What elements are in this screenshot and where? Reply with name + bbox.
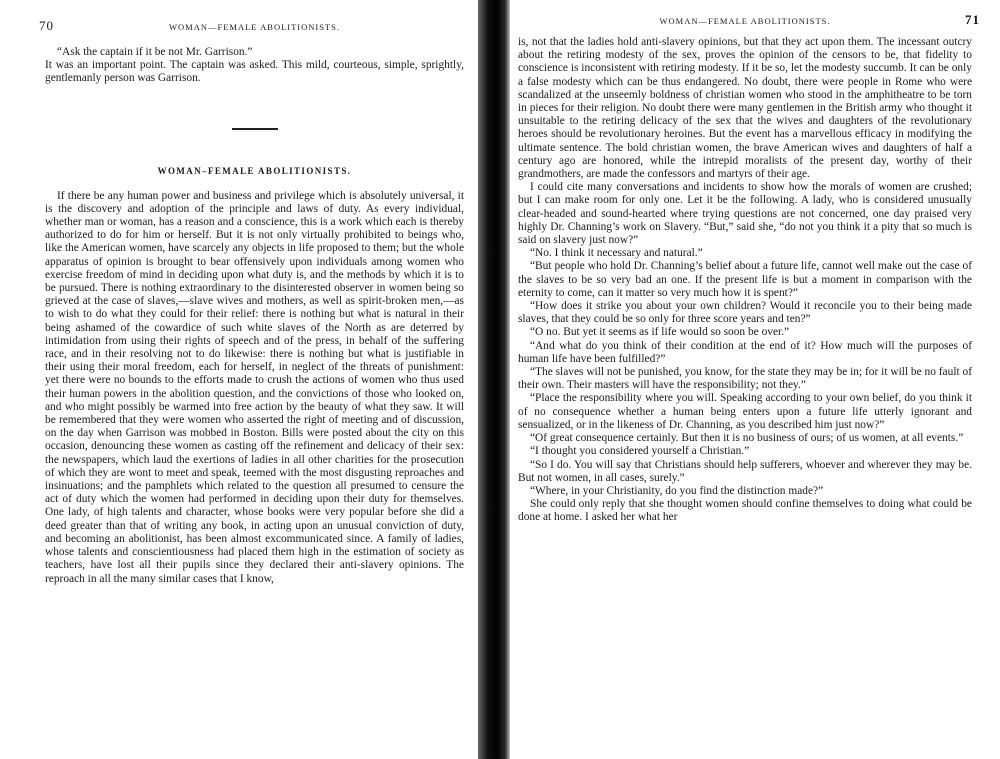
left-top-text: [45, 46, 464, 86]
right-page-number: 71: [965, 12, 980, 27]
right-paragraph: “But people who hold Dr. Channing’s belief about a future life, cannot well make out the case of the slaves to be so very bad an one. If the present life is but a moment in comparison with the eternity to come, can it matter so very much how it is spent?”: [518, 260, 972, 299]
right-paragraph: “Of great consequence certainly. But then it is no business of ours; of us women, at all events.”: [530, 432, 964, 445]
left-running-head: [39, 18, 464, 38]
section-title: WOMAN–FEMALE ABOLITIONISTS.: [157, 165, 352, 176]
garrison-line: It was an important point. The captain was asked. This mild, courteous, simple, sprightly, gentlemanly person was Garrison.: [45, 59, 464, 85]
right-running-title: WOMAN—FEMALE ABOLITIONISTS.: [659, 16, 831, 26]
section-divider: [232, 128, 278, 130]
right-paragraph: “I thought you considered yourself a Christian.”: [530, 445, 750, 458]
left-page-number: 70: [39, 18, 54, 33]
right-page: [510, 0, 1000, 759]
right-paragraph: I could cite many conversations and incidents to show how the morals of women are crushed; but I can make room for only one. Let it be the following. A lady, who is considered unusually clear-headed and sound-hearted where trying questions are not concerned, one day praised very highly Dr. Channing’s work on Slavery. “But,” said she, “do not you think it a pity that so much is said on slavery just now?”: [518, 181, 972, 247]
right-paragraph: is, not that the ladies hold anti-slavery opinions, but that they act upon them. The incessant outcry about the retiring modesty of the sex, proves the opinion of the censors to be, that fidelity to conscience is inconsistent with retiring modesty. If it be so, let the modesty succumb. It can be only a false modesty which can be thus endangered. No doubt, there were people in Rome who were scandalized at the unseemly boldness of christian women who stood in the amphitheatre to be torn in pieces for their religion. No doubt there were many gentlemen in the British army who thought it unsuitable to the retiring delicacy of the sex that the wives and daughters of the revolutionary heroes should be revolutionary heroines. But the event has a marvellous efficacy in modifying the ultimate sentence. The bold christian women, the brave American wives and daughters of half a century ago are honored, while the intrepid moralists of the present day, worthy of their grandmothers, are made the confessors and martyrs of their age.: [518, 36, 972, 181]
left-running-title: WOMAN—FEMALE ABOLITIONISTS.: [168, 22, 341, 32]
right-paragraph: “Place the responsibility where you will. Speaking according to your own belief, do you think it of no consequence whether a human being enters upon a future life utterly ignorant and sensualized, or in the likeness of Dr. Channing, as you described him just now?”: [518, 392, 972, 431]
body-paragraph: If there be any human power and business and privilege which is absolutely universal, it is the discovery and adoption of the principle and laws of duty. As every individual, whether man or woman, has a reason and a conscience, this is a work which each is thereby authorized to do for him or herself. But it is not only virtually prohibited to beings who, like the American women, have scarcely any objects in life proposed to them; but the whole apparatus of opinion is brought to bear offensively upon individuals among women who exercise freedom of mind in deciding upon what duty is, and the methods by which it is to be pursued. There is nothing extraordinary to the disinterested observer in women being so grieved at the case of slaves,—slave wives and mothers, as well as spirit-broken men,—as to wish to do what they could for their relief: there is nothing but what is natural in their being ashamed of the cowardice of such white slaves of the North as are deterred by intimidation from using their rights of speech and of the press, in behalf of the suffering race, and in their resolving not to do likewise: there is nothing but what is justifiable in their using their moral freedom, each for herself, in neglect of the threats of punishment: yet there were no bounds to the efforts made to crush the actions of women who thus used their human powers in the abolition question, and the convictions of those who looked on, and who might possibly be warmed into free action by the beauty of what they saw. It will be remembered that they were women who asserted the right of meeting and of discussion, on the day when Garrison was mobbed in Boston. Bills were posted about the city on this occasion, denouncing these women as casting off the refinement and delicacy of their sex: the newspapers, which laud the exertions of ladies in all other charities for the prosecution of which they are wont to meet and speak, teemed with the most disgusting reproaches and insinuations; and the pamphlets which related to the question all presumed to censure the act of duty which the women had performed in deciding upon their duty for themselves. One lady, of high talents and character, whose books were very popular before she did a deed greater than that of writing any book, in acting upon an unusual conviction of duty, and becoming an abolitionist, has been almost excommunicated since. A family of ladies, whose talents and conscientiousness had placed them high in the estimation of society as teachers, have lost all their pupils since they declared their anti-slavery opinions. The reproach in all the many similar cases that I know,: [45, 189, 464, 585]
right-paragraph: “No. I think it necessary and natural.”: [530, 247, 703, 260]
right-paragraph: “How does it strike you about your own children? Would it reconcile you to their being made slaves, that they could be so only for three score years and ten?”: [518, 300, 972, 326]
left-page: [0, 0, 478, 759]
right-paragraph: “So I do. You will say that Christians should help sufferers, whoever and wherever they may be. But not women, in all cases, surely.”: [518, 458, 972, 484]
right-paragraph: “The slaves will not be punished, you know, for the state they may be in; for it will be no fault of their own. Their masters will have the responsibility; not they.”: [518, 366, 972, 392]
right-paragraph: She could only reply that she thought women should confine themselves to doing what could be done at home. I asked her what her: [518, 498, 972, 524]
left-body-text: [45, 190, 464, 586]
quote-line: “Ask the captain if it be not Mr. Garrison.”: [57, 46, 253, 58]
right-running-head: [518, 12, 980, 32]
right-paragraph: “O no. But yet it seems as if life would so soon be over.”: [530, 326, 790, 339]
right-paragraph: “And what do you think of their condition at the end of it? How much will the purposes of human life have been fulfilled?”: [518, 339, 972, 365]
right-body-text: [518, 36, 972, 525]
book-gutter: [478, 0, 510, 759]
right-paragraph: “Where, in your Christianity, do you find the distinction made?”: [530, 484, 824, 497]
